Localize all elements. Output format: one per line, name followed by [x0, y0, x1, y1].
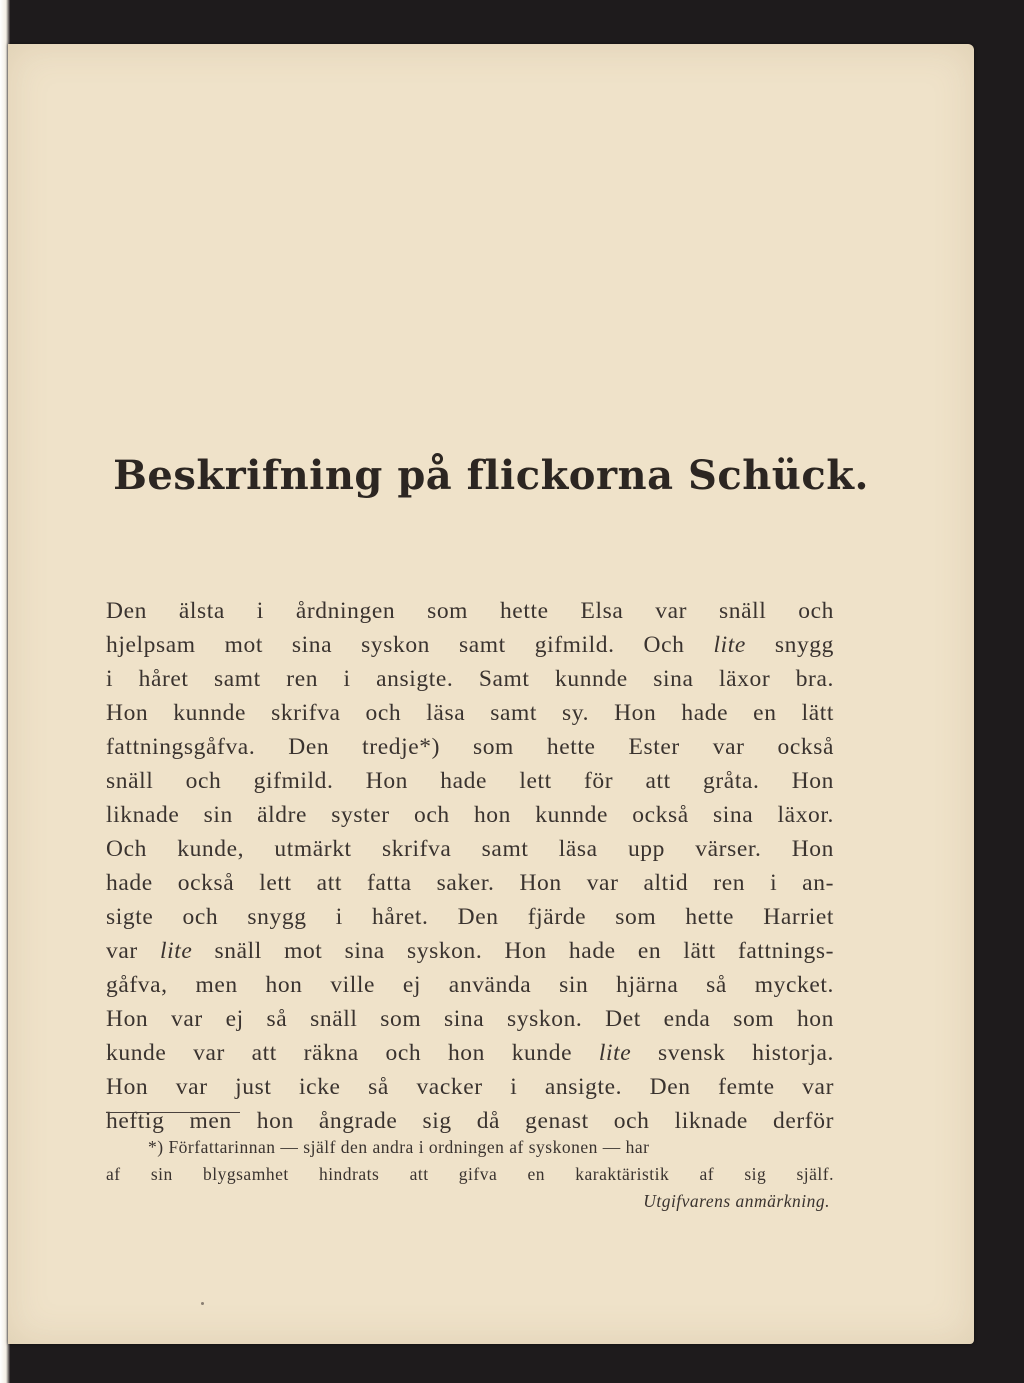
text-line	[106, 1036, 834, 1070]
text-line	[106, 934, 834, 968]
text-run: kunde var att räkna och hon kunde	[106, 1040, 599, 1066]
text-line	[106, 696, 834, 730]
footnote-signature: Utgifvarens anmärkning.	[643, 1191, 830, 1211]
text-run: liknade sin äldre syster och hon kunnde också sina läxor.	[106, 802, 834, 828]
text-run: hjelpsam mot sina syskon samt gifmild. Och	[106, 632, 714, 658]
text-run: snäll mot sina syskon. Hon hade en lätt fattnings-	[192, 938, 835, 964]
text-run: Hon var ej så snäll som sina syskon. Det enda som hon	[106, 1006, 834, 1032]
text-line	[106, 730, 834, 764]
text-run: snäll och gifmild. Hon hade lett för att gråta. Hon	[106, 768, 834, 794]
text-run: Den älsta i årdningen som hette Elsa var snäll och	[106, 598, 834, 624]
text-line	[106, 832, 834, 866]
text-run: gåfva, men hon ville ej använda sin hjärna så mycket.	[106, 972, 834, 998]
text-line	[106, 1002, 834, 1036]
text-run: hade också lett att fatta saker. Hon var altid ren i an-	[106, 870, 834, 896]
text-run: svensk historja.	[631, 1040, 834, 1066]
text-run: snygg	[745, 632, 834, 658]
text-line	[106, 798, 834, 832]
text-line	[106, 1104, 834, 1138]
text-line	[106, 900, 834, 934]
text-run: heftig men hon ångrade sig då genast och liknade derför	[106, 1108, 834, 1134]
footnote-line: *) Författarinnan — själf den andra i ordningen af syskonen — har	[148, 1137, 650, 1157]
text-run: Hon kunnde skrifva och läsa samt sy. Hon hade en lätt	[106, 700, 834, 726]
text-run: lite	[159, 938, 193, 964]
footnote	[106, 1134, 834, 1215]
text-run: fattningsgåfva. Den tredje*) som hette Ester var också	[106, 734, 834, 760]
page-title: Beskrifning på flickorna Schück.	[113, 452, 869, 499]
text-line	[106, 628, 834, 662]
text-run: lite	[598, 1040, 632, 1066]
body-text	[106, 594, 834, 1138]
footnote-divider	[106, 1112, 240, 1113]
text-line	[106, 866, 834, 900]
text-run: var	[106, 938, 160, 964]
text-line	[106, 764, 834, 798]
text-line	[106, 1070, 834, 1104]
book-page	[8, 44, 974, 1344]
text-line	[106, 662, 834, 696]
text-run: sigte och snygg i håret. Den fjärde som hette Harriet	[106, 904, 834, 930]
text-run: i håret samt ren i ansigte. Samt kunnde sina läxor bra.	[106, 666, 834, 692]
text-run: lite	[713, 632, 746, 658]
text-line	[106, 968, 834, 1002]
paper-speck	[201, 1302, 204, 1305]
footnote-line: af sin blygsamhet hindrats att gifva en karaktäristik af sig själf.	[106, 1164, 834, 1184]
text-line	[106, 594, 834, 628]
text-run: Och kunde, utmärkt skrifva samt läsa upp värser. Hon	[106, 836, 834, 862]
text-run: Hon var just icke så vacker i ansigte. Den femte var	[106, 1074, 834, 1100]
